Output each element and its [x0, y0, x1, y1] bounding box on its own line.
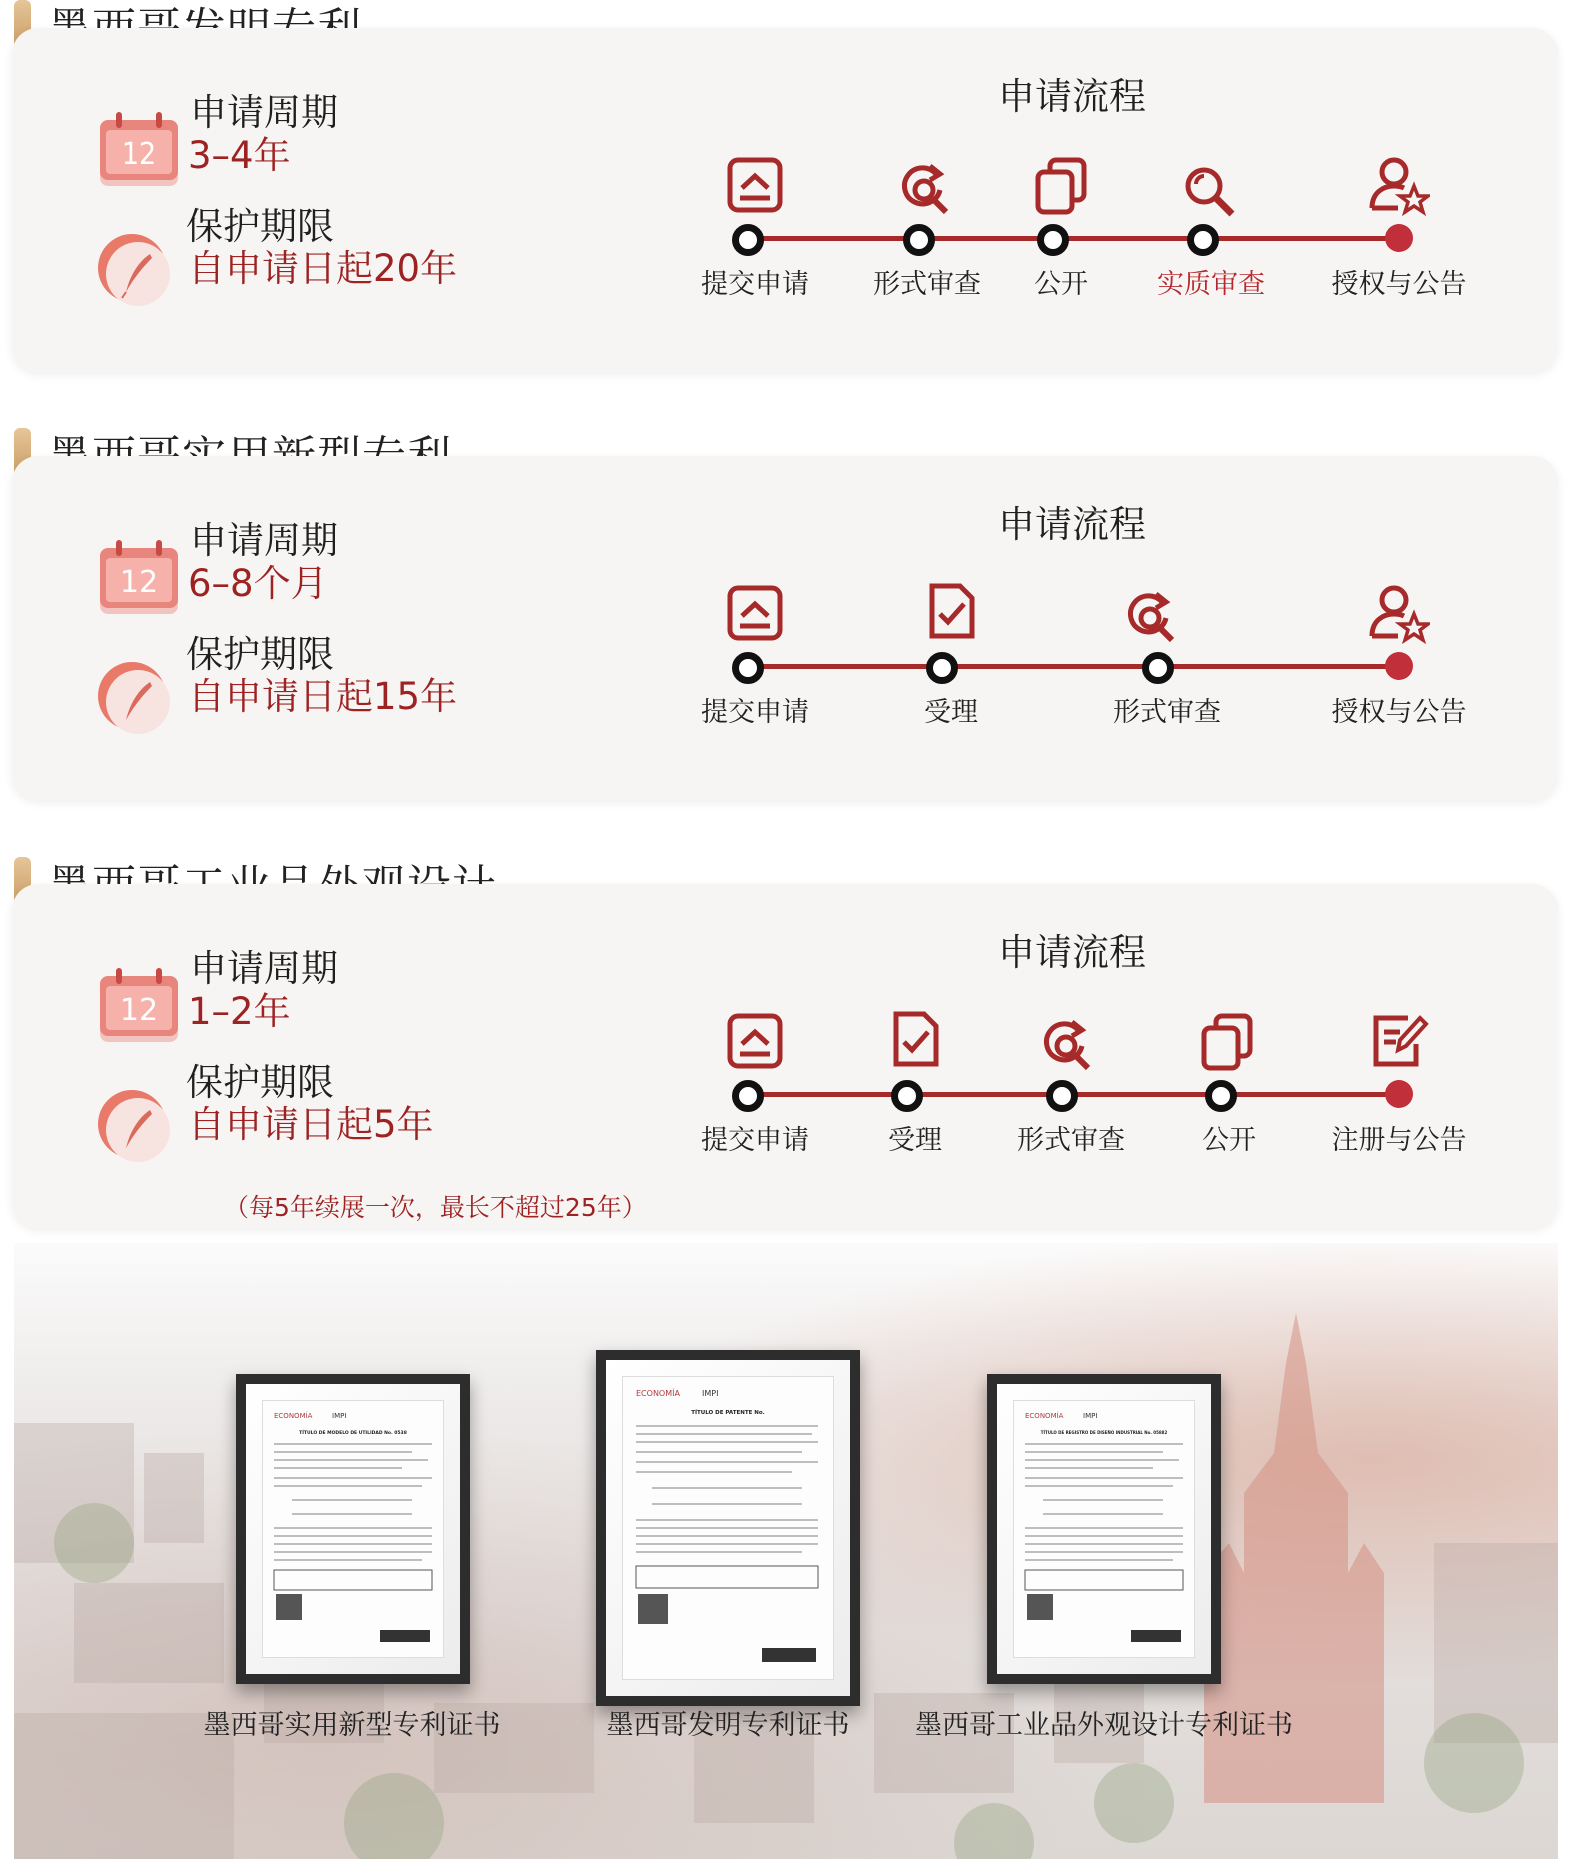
user-star-icon	[1368, 154, 1430, 216]
step-label: 提交申请	[701, 697, 809, 728]
certificate-document	[262, 1400, 444, 1658]
certificate-document	[1013, 1400, 1195, 1658]
doc-check-icon	[884, 1008, 946, 1070]
flow-node	[1205, 1080, 1237, 1112]
step-label: 授权与公告	[1331, 697, 1467, 728]
certificate-office: IMPI	[1083, 1412, 1098, 1420]
step-label: 提交申请	[701, 269, 809, 300]
certificate-content	[622, 1376, 834, 1680]
certificate-content	[262, 1400, 444, 1658]
certificate-title: TÍTULO DE PATENTE No.	[691, 1410, 765, 1416]
certificate-frame	[987, 1374, 1221, 1684]
refresh-search-icon	[1038, 1014, 1100, 1076]
certificate-document	[622, 1376, 834, 1680]
certificate-brand: ECONOMÍA	[636, 1389, 680, 1398]
certificate-caption: 墨西哥发明专利证书	[606, 1710, 850, 1741]
flow-node	[1142, 652, 1174, 684]
flow-node	[1046, 1080, 1078, 1112]
cycle-label: 申请周期	[190, 947, 338, 990]
step-label: 注册与公告	[1331, 1125, 1467, 1156]
step-label: 授权与公告	[1331, 269, 1467, 300]
calendar-number: 12	[119, 565, 159, 600]
term-value: 自申请日起20年	[188, 247, 458, 290]
flow-node	[732, 224, 764, 256]
flow-line	[742, 664, 1392, 669]
calendar-icon	[94, 962, 184, 1052]
flow-node-final	[1385, 652, 1413, 680]
quill-icon	[92, 1084, 182, 1174]
certificate-frame	[596, 1350, 860, 1706]
cycle-value: 6–8个月	[188, 562, 328, 605]
step-label: 公开	[1034, 269, 1088, 300]
calendar-number: 12	[121, 137, 157, 172]
step-label-highlight: 实质审查	[1157, 269, 1265, 300]
certificate-caption: 墨西哥实用新型专利证书	[203, 1710, 501, 1741]
submit-icon	[724, 1010, 786, 1072]
submit-icon	[724, 154, 786, 216]
term-value: 自申请日起15年	[188, 675, 458, 718]
certificate-brand: ECONOMÍA	[1025, 1412, 1064, 1420]
flow-node	[1187, 224, 1219, 256]
certificate-showcase	[14, 1243, 1558, 1859]
search-icon	[1178, 160, 1240, 222]
submit-icon	[724, 582, 786, 644]
flow-node	[1037, 224, 1069, 256]
certificate-caption: 墨西哥工业品外观设计专利证书	[915, 1710, 1293, 1741]
term-label: 保护期限	[186, 205, 334, 248]
refresh-search-icon	[896, 158, 958, 220]
term-value: 自申请日起5年	[188, 1103, 434, 1146]
flow-node	[926, 652, 958, 684]
cycle-label: 申请周期	[190, 519, 338, 562]
flow-node	[732, 652, 764, 684]
certificate-brand: ECONOMÍA	[274, 1412, 313, 1420]
invention-card	[12, 28, 1558, 372]
quill-icon	[92, 656, 182, 746]
certificate-frame	[236, 1374, 470, 1684]
flow-title: 申请流程	[998, 503, 1146, 546]
step-label: 受理	[888, 1125, 942, 1156]
edit-doc-icon	[1368, 1008, 1430, 1070]
step-label: 形式审查	[873, 269, 981, 300]
user-star-icon	[1368, 582, 1430, 644]
step-label: 提交申请	[701, 1125, 809, 1156]
certificate-title: TÍTULO DE REGISTRO DE DISEÑO INDUSTRIAL No. 05882	[1040, 1430, 1168, 1435]
certificate-title: TÍTULO DE MODELO DE UTILIDAD No. 0538	[299, 1431, 407, 1436]
term-label: 保护期限	[186, 633, 334, 676]
flow-node	[891, 1080, 923, 1112]
certificate-content	[1013, 1400, 1195, 1658]
quill-icon	[92, 228, 182, 318]
calendar-number: 12	[119, 993, 159, 1028]
copy-icon	[1196, 1012, 1258, 1074]
refresh-search-icon	[1122, 586, 1184, 648]
cycle-label: 申请周期	[190, 91, 338, 134]
certificate-office: IMPI	[702, 1389, 719, 1398]
flow-title: 申请流程	[998, 931, 1146, 974]
cycle-value: 3–4年	[188, 134, 291, 177]
doc-check-icon	[920, 580, 982, 642]
flow-title: 申请流程	[998, 75, 1146, 118]
flow-node-final	[1385, 1080, 1413, 1108]
step-label: 公开	[1202, 1125, 1256, 1156]
utility-card	[12, 456, 1558, 800]
step-label: 形式审查	[1017, 1125, 1125, 1156]
calendar-icon	[94, 534, 184, 624]
flow-node	[903, 224, 935, 256]
copy-icon	[1030, 156, 1092, 218]
step-label: 受理	[924, 697, 978, 728]
flow-node-final	[1385, 224, 1413, 252]
flow-node	[732, 1080, 764, 1112]
calendar-icon	[94, 106, 184, 196]
cycle-value: 1–2年	[188, 990, 291, 1033]
step-label: 形式审查	[1113, 697, 1221, 728]
design-card	[12, 884, 1558, 1228]
certificate-office: IMPI	[332, 1412, 347, 1420]
term-label: 保护期限	[186, 1061, 334, 1104]
term-note: （每5年续展一次，最长不超过25年）	[224, 1193, 647, 1222]
